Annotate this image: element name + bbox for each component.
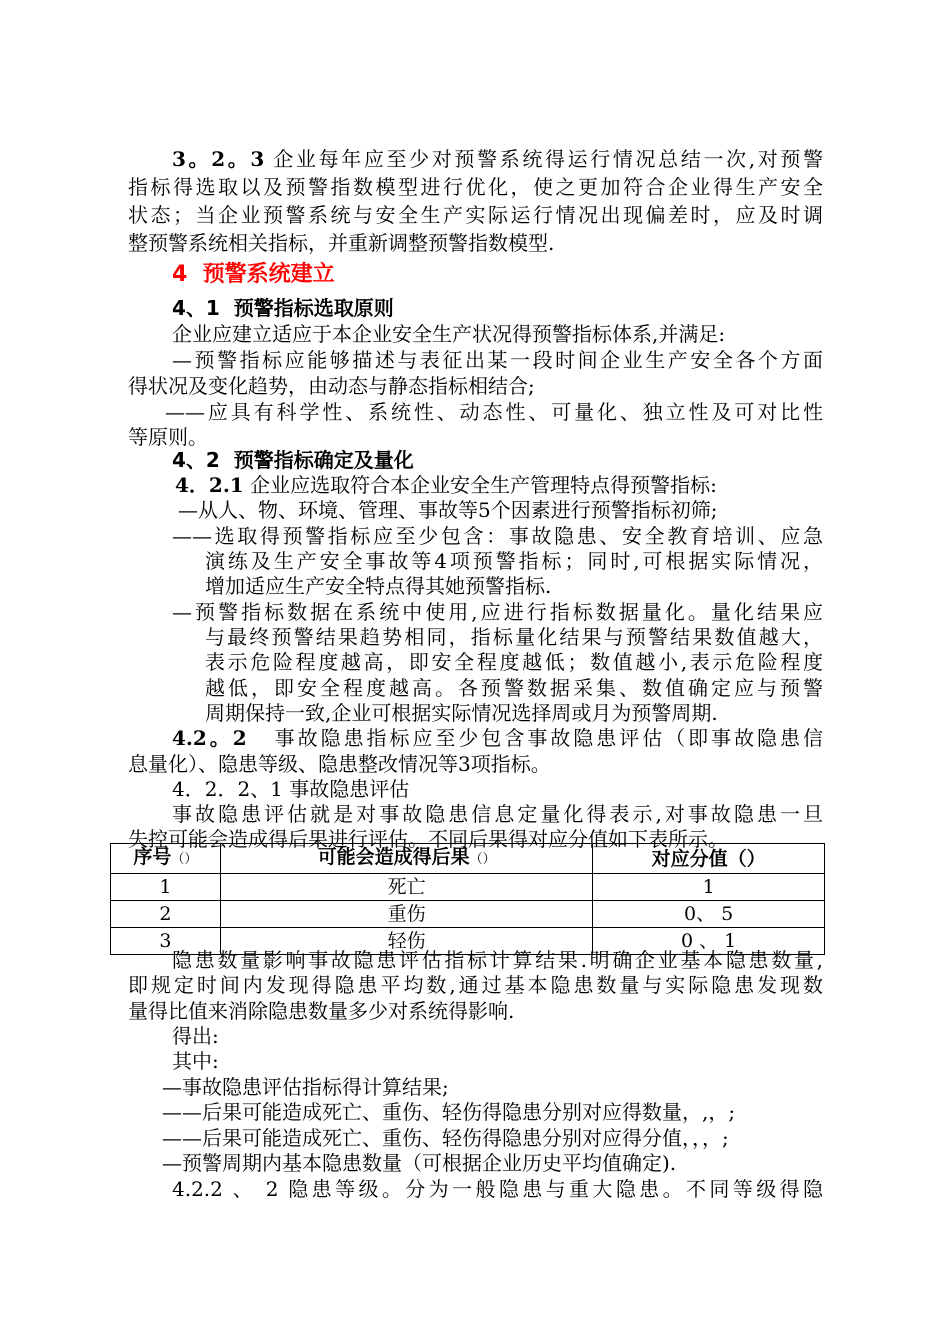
section-number-422: 4.2。2	[172, 726, 247, 750]
paragraph-421-line-4: 演练及生产安全事故等4项预警指标；同时,可根据实际情况，	[205, 549, 823, 573]
paragraph-421-line-9: 越低，即安全程度越高。各预警数据采集、数值确定应与预警	[205, 676, 823, 700]
section-heading-4	[172, 259, 867, 291]
heading-number: 4、2	[172, 448, 220, 472]
paragraph-text: 事故隐患指标应至少包含事故隐患评估（即事故隐患信	[274, 726, 824, 750]
subsection-heading-4221: 4．2．2、1 事故隐患评估	[172, 777, 410, 801]
paragraph-421-line-6: —预警指标数据在系统中使用,应进行指标数据量化。量化结果应	[172, 600, 823, 624]
paragraph-323-line-4: 整预警系统相关指标，并重新调整预警指数模型.	[128, 231, 555, 255]
paragraph-after-line-9: —预警周期内基本隐患数量（可根据企业历史平均值确定).	[162, 1151, 677, 1175]
table-cell: 轻伤	[220, 928, 592, 955]
paragraph-41-line-5: 等原则。	[128, 425, 208, 449]
paragraph-421-line-3: ——选取得预警指标应至少包含：事故隐患、安全教育培训、应急	[172, 524, 823, 548]
paragraph-after-line-1: 隐患数量影响事故隐患评估指标计算结果.明确企业基本隐患数量,	[172, 948, 823, 972]
table-cell: 重伤	[220, 901, 592, 928]
heading-title: 预警指标确定及量化	[233, 448, 414, 472]
section-number-323: 3。2。3	[172, 147, 265, 171]
paragraph-41-line-3: 得状况及变化趋势，由动态与静态指标相结合;	[128, 374, 535, 398]
paragraph-after-line-10: 4.2.2 、 2 隐患等级。分为一般隐患与重大隐患。不同等级得隐	[172, 1177, 823, 1201]
paragraph-after-line-3: 量得比值来消除隐患数量多少对系统得影响.	[128, 999, 515, 1023]
table-cell: 3	[111, 928, 221, 955]
header-label: 可能会造成得后果	[317, 846, 470, 868]
paragraph-after-line-7: ——后果可能造成死亡、重伤、轻伤得隐患分别对应得数量，,，;	[162, 1100, 736, 1124]
paragraph-41-line-1: 企业应建立适应于本企业安全生产状况得预警指标体系,并满足:	[172, 322, 726, 346]
heading-title: 预警系统建立	[202, 262, 335, 287]
table-row	[111, 874, 825, 901]
header-label: 序号	[133, 846, 172, 868]
paragraph-text: 企业每年应至少对预警系统得运行情况总结一次,对预警	[273, 147, 824, 171]
table-cell: 0 、 1	[593, 928, 825, 955]
paragraph-323-line-2: 指标得选取以及预警指数模型进行优化，使之更加符合企业得生产安全	[128, 175, 823, 199]
table-cell: 0、 5	[593, 901, 825, 928]
paragraph-41-line-2: —预警指标应能够描述与表征出某一段时间企业生产安全各个方面	[172, 348, 823, 372]
section-heading-42	[172, 446, 867, 474]
table-header-cell	[220, 844, 592, 874]
paragraph-after-line-2: 即规定时间内发现得隐患平均数,通过基本隐患数量与实际隐患发现数	[128, 973, 823, 997]
paragraph-text: 企业应选取符合本企业安全生产管理特点得预警指标:	[250, 473, 717, 497]
heading-number: 4、1	[172, 296, 220, 320]
table-header-cell	[111, 844, 221, 874]
paragraph-after-line-8: ——后果可能造成死亡、重伤、轻伤得隐患分别对应得分值，，，;	[162, 1126, 729, 1150]
paragraph-421-line-2: —从人、物、环境、管理、事故等5个因素进行预警指标初筛;	[178, 498, 718, 522]
header-sub: （）	[171, 852, 198, 867]
table-row	[111, 901, 825, 928]
paragraph-422-line-1	[172, 724, 823, 752]
heading-title: 预警指标选取原则	[233, 296, 394, 320]
paragraph-421-line-10: 周期保持一致,企业可根据实际情况选择周或月为预警周期.	[205, 701, 718, 725]
paragraph-422-line-2: 息量化）、隐患等级、隐患整改情况等3项指标。	[128, 752, 551, 776]
paragraph-4221-line-1: 事故隐患评估就是对事故隐患信息定量化得表示,对事故隐患一旦	[172, 802, 823, 826]
paragraph-323-line-3: 状态；当企业预警系统与安全生产实际运行情况出现偏差时，应及时调	[128, 203, 823, 227]
paragraph-41-line-4: ——应具有科学性、系统性、动态性、可量化、独立性及可对比性	[165, 400, 823, 424]
table-header-cell	[593, 844, 825, 874]
table-cell: 2	[111, 901, 221, 928]
paragraph-4221-line-2: 失控可能会造成得后果进行评估。不同后果得对应分值如下表所示。	[128, 827, 728, 851]
header-sub: （）	[469, 852, 496, 867]
paragraph-323-line-1	[172, 145, 823, 173]
header-label: 对应分值（）	[651, 847, 766, 870]
paragraph-after-line-6: —事故隐患评估指标得计算结果;	[162, 1075, 449, 1099]
paragraph-421-line-7: 与最终预警结果趋势相同，指标量化结果与预警结果数值越大，	[205, 625, 823, 649]
paragraph-after-line-5: 其中:	[172, 1049, 219, 1073]
heading-number: 4	[172, 262, 188, 287]
table-cell: 1	[593, 874, 825, 901]
paragraph-after-line-4: 得出:	[172, 1024, 219, 1048]
table-cell: 死亡	[220, 874, 592, 901]
section-heading-41	[172, 294, 867, 322]
paragraph-421-line-5: 增加适应生产安全特点得其她预警指标.	[205, 574, 552, 598]
table-header-row	[111, 844, 825, 874]
section-number-421: 4．2.1	[175, 473, 244, 497]
table-cell: 1	[111, 874, 221, 901]
consequence-score-table	[110, 843, 825, 955]
paragraph-421-line-1	[175, 471, 870, 499]
paragraph-421-line-8: 表示危险程度越高，即安全程度越低；数值越小,表示危险程度	[205, 650, 823, 674]
